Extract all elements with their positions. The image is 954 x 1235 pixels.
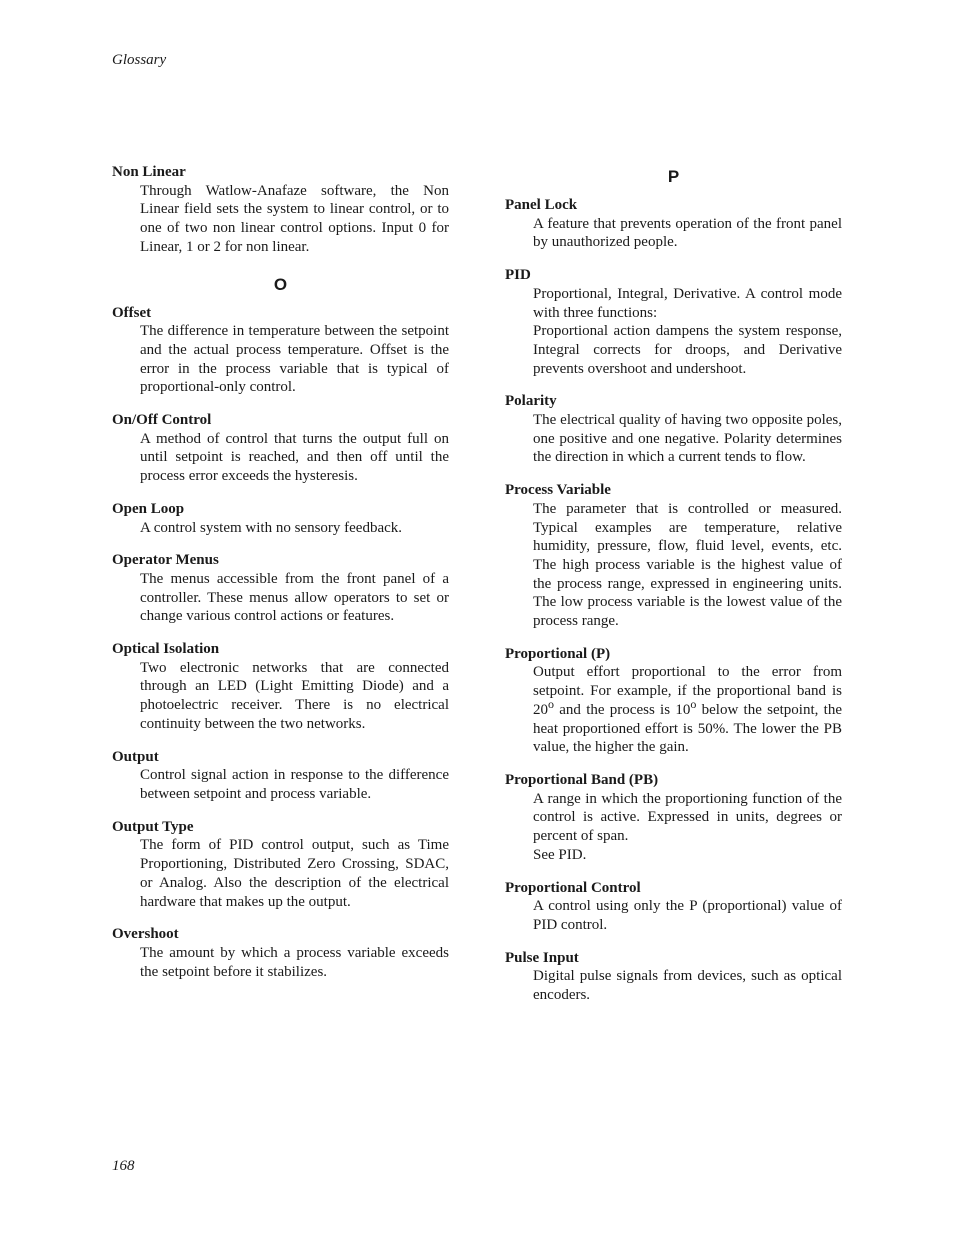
definition-paragraph: Control signal action in response to the difference between setpoint and process variable. bbox=[140, 767, 449, 802]
definition-paragraph: The electrical quality of having two opposite poles, one positive and one negative. Polarity determines the direction in which a current tends to flow. bbox=[533, 412, 842, 466]
entry-term: Output Type bbox=[112, 818, 194, 835]
entry-definition bbox=[140, 430, 449, 486]
definition-text: below the setpoint, the heat proportioned effort is 50%. The lower the PB value, the higher the gain. bbox=[533, 701, 842, 756]
glossary-entry bbox=[505, 392, 842, 467]
glossary-entry bbox=[505, 949, 842, 1005]
definition-paragraph: A feature that prevents operation of the front panel by unauthorized people. bbox=[533, 215, 842, 251]
entry-term: Process Variable bbox=[505, 482, 611, 499]
glossary-entry bbox=[505, 266, 842, 378]
entry-term: Offset bbox=[112, 304, 152, 321]
entry-term: Pulse Input bbox=[505, 949, 579, 966]
glossary-entry bbox=[112, 818, 449, 912]
entry-term: PID bbox=[505, 267, 531, 284]
entry-definition bbox=[533, 967, 842, 1004]
glossary-entry bbox=[112, 640, 449, 734]
entry-term: Proportional (P) bbox=[505, 645, 611, 662]
definition-paragraph: See PID. bbox=[533, 846, 587, 863]
definition-paragraph bbox=[533, 663, 842, 757]
definition-paragraph: The difference in temperature between the setpoint and the actual process temperature. Offset is the error in the process variable that is typical of proportional-only control. bbox=[140, 323, 449, 396]
entry-definition bbox=[140, 322, 449, 397]
entry-definition bbox=[533, 285, 842, 379]
entry-definition bbox=[533, 500, 842, 631]
entry-definition bbox=[140, 659, 449, 734]
entry-term: Proportional Control bbox=[505, 879, 641, 896]
definition-text: and the process is 10 bbox=[554, 701, 691, 718]
definition-paragraph: The menus accessible from the front panel of a controller. These menus allow operators to set or change various control actions or features. bbox=[140, 570, 449, 625]
section-letter: P bbox=[667, 167, 680, 186]
glossary-entry bbox=[505, 879, 842, 935]
left-column bbox=[112, 163, 449, 995]
entry-term: Open Loop bbox=[112, 500, 185, 517]
entry-term: Non Linear bbox=[112, 164, 186, 180]
entry-definition bbox=[140, 519, 449, 538]
glossary-entry bbox=[112, 411, 449, 486]
right-column bbox=[505, 163, 842, 1019]
entry-definition bbox=[140, 944, 449, 981]
entry-term: Overshoot bbox=[112, 926, 179, 943]
entry-definition bbox=[533, 790, 842, 865]
entry-term: Operator Menus bbox=[112, 552, 219, 569]
entry-definition bbox=[140, 570, 449, 626]
entry-definition bbox=[533, 411, 842, 467]
glossary-entry bbox=[505, 196, 842, 252]
definition-text: Output effort proportional to the error from setpoint. For example, if the proportional band is 20 bbox=[533, 664, 842, 718]
definition-paragraph: Two electronic networks that are connected through an LED (Light Emitting Diode) and a photoelectric receiver. There is no electrical continuity between the two networks. bbox=[140, 659, 449, 732]
glossary-entry bbox=[112, 304, 449, 398]
definition-paragraph: The parameter that is controlled or measured. Typical examples are temperature, relative humidity, pressure, flow, fluid level, events, etc. The high process variable is the highest value of the process range, expressed in engineering units. The low process variable is the lowest value of the process range. bbox=[533, 500, 842, 630]
degree-symbol: o bbox=[548, 696, 554, 711]
entry-definition bbox=[140, 766, 449, 803]
page-number: 168 bbox=[112, 1158, 135, 1174]
glossary-entry bbox=[505, 771, 842, 865]
glossary-entry bbox=[112, 551, 449, 626]
definition-paragraph: Digital pulse signals from devices, such as optical encoders. bbox=[533, 968, 842, 1004]
entry-definition bbox=[140, 182, 449, 257]
definition-paragraph: The form of PID control output, such as Time Proportioning, Distributed Zero Crossing, SDAC, or Analog. Also the description of the electrical hardware that makes up the output. bbox=[140, 837, 449, 910]
definition-paragraph: A control system with no sensory feedback. bbox=[140, 519, 403, 536]
glossary-entry bbox=[112, 163, 449, 257]
definition-paragraph: A method of control that turns the output full on until setpoint is reached, and then off until the process error exceeds the hysteresis. bbox=[140, 430, 449, 485]
entry-term: Optical Isolation bbox=[112, 641, 220, 658]
entry-definition bbox=[533, 897, 842, 934]
section-letter: O bbox=[273, 274, 288, 294]
glossary-entry bbox=[505, 645, 842, 757]
definition-paragraph: The amount by which a process variable exceeds the setpoint before it stabilizes. bbox=[140, 944, 449, 980]
entry-term: On/Off Control bbox=[112, 412, 212, 429]
running-head: Glossary bbox=[112, 52, 167, 68]
entry-term: Proportional Band (PB) bbox=[505, 771, 659, 788]
entry-term: Output bbox=[112, 748, 159, 765]
entry-term: Polarity bbox=[505, 393, 557, 410]
definition-paragraph: A control using only the P (proportional) value of PID control. bbox=[533, 898, 842, 933]
glossary-entry bbox=[112, 748, 449, 804]
definition-paragraph: Through Watlow-Anafaze software, the Non Linear field sets the system to linear control, or to one of two non linear control options. Input 0 for Linear, 1 or 2 for non linear. bbox=[140, 182, 449, 255]
definition-paragraph: A range in which the proportioning function of the control is active. Expressed in units, degrees or percent of span. bbox=[533, 790, 842, 845]
glossary-entry bbox=[112, 925, 449, 981]
glossary-entry bbox=[112, 500, 449, 537]
entry-term: Panel Lock bbox=[505, 197, 578, 213]
glossary-entry bbox=[505, 481, 842, 631]
definition-paragraph: Proportional, Integral, Derivative. A control mode with three functions: bbox=[533, 285, 842, 321]
entry-definition bbox=[140, 836, 449, 911]
definition-paragraph: Proportional action dampens the system response, Integral corrects for droops, and Derivative prevents overshoot and undershoot. bbox=[533, 323, 842, 377]
entry-definition bbox=[533, 215, 842, 252]
degree-symbol: o bbox=[690, 696, 697, 711]
entry-definition bbox=[533, 663, 842, 757]
